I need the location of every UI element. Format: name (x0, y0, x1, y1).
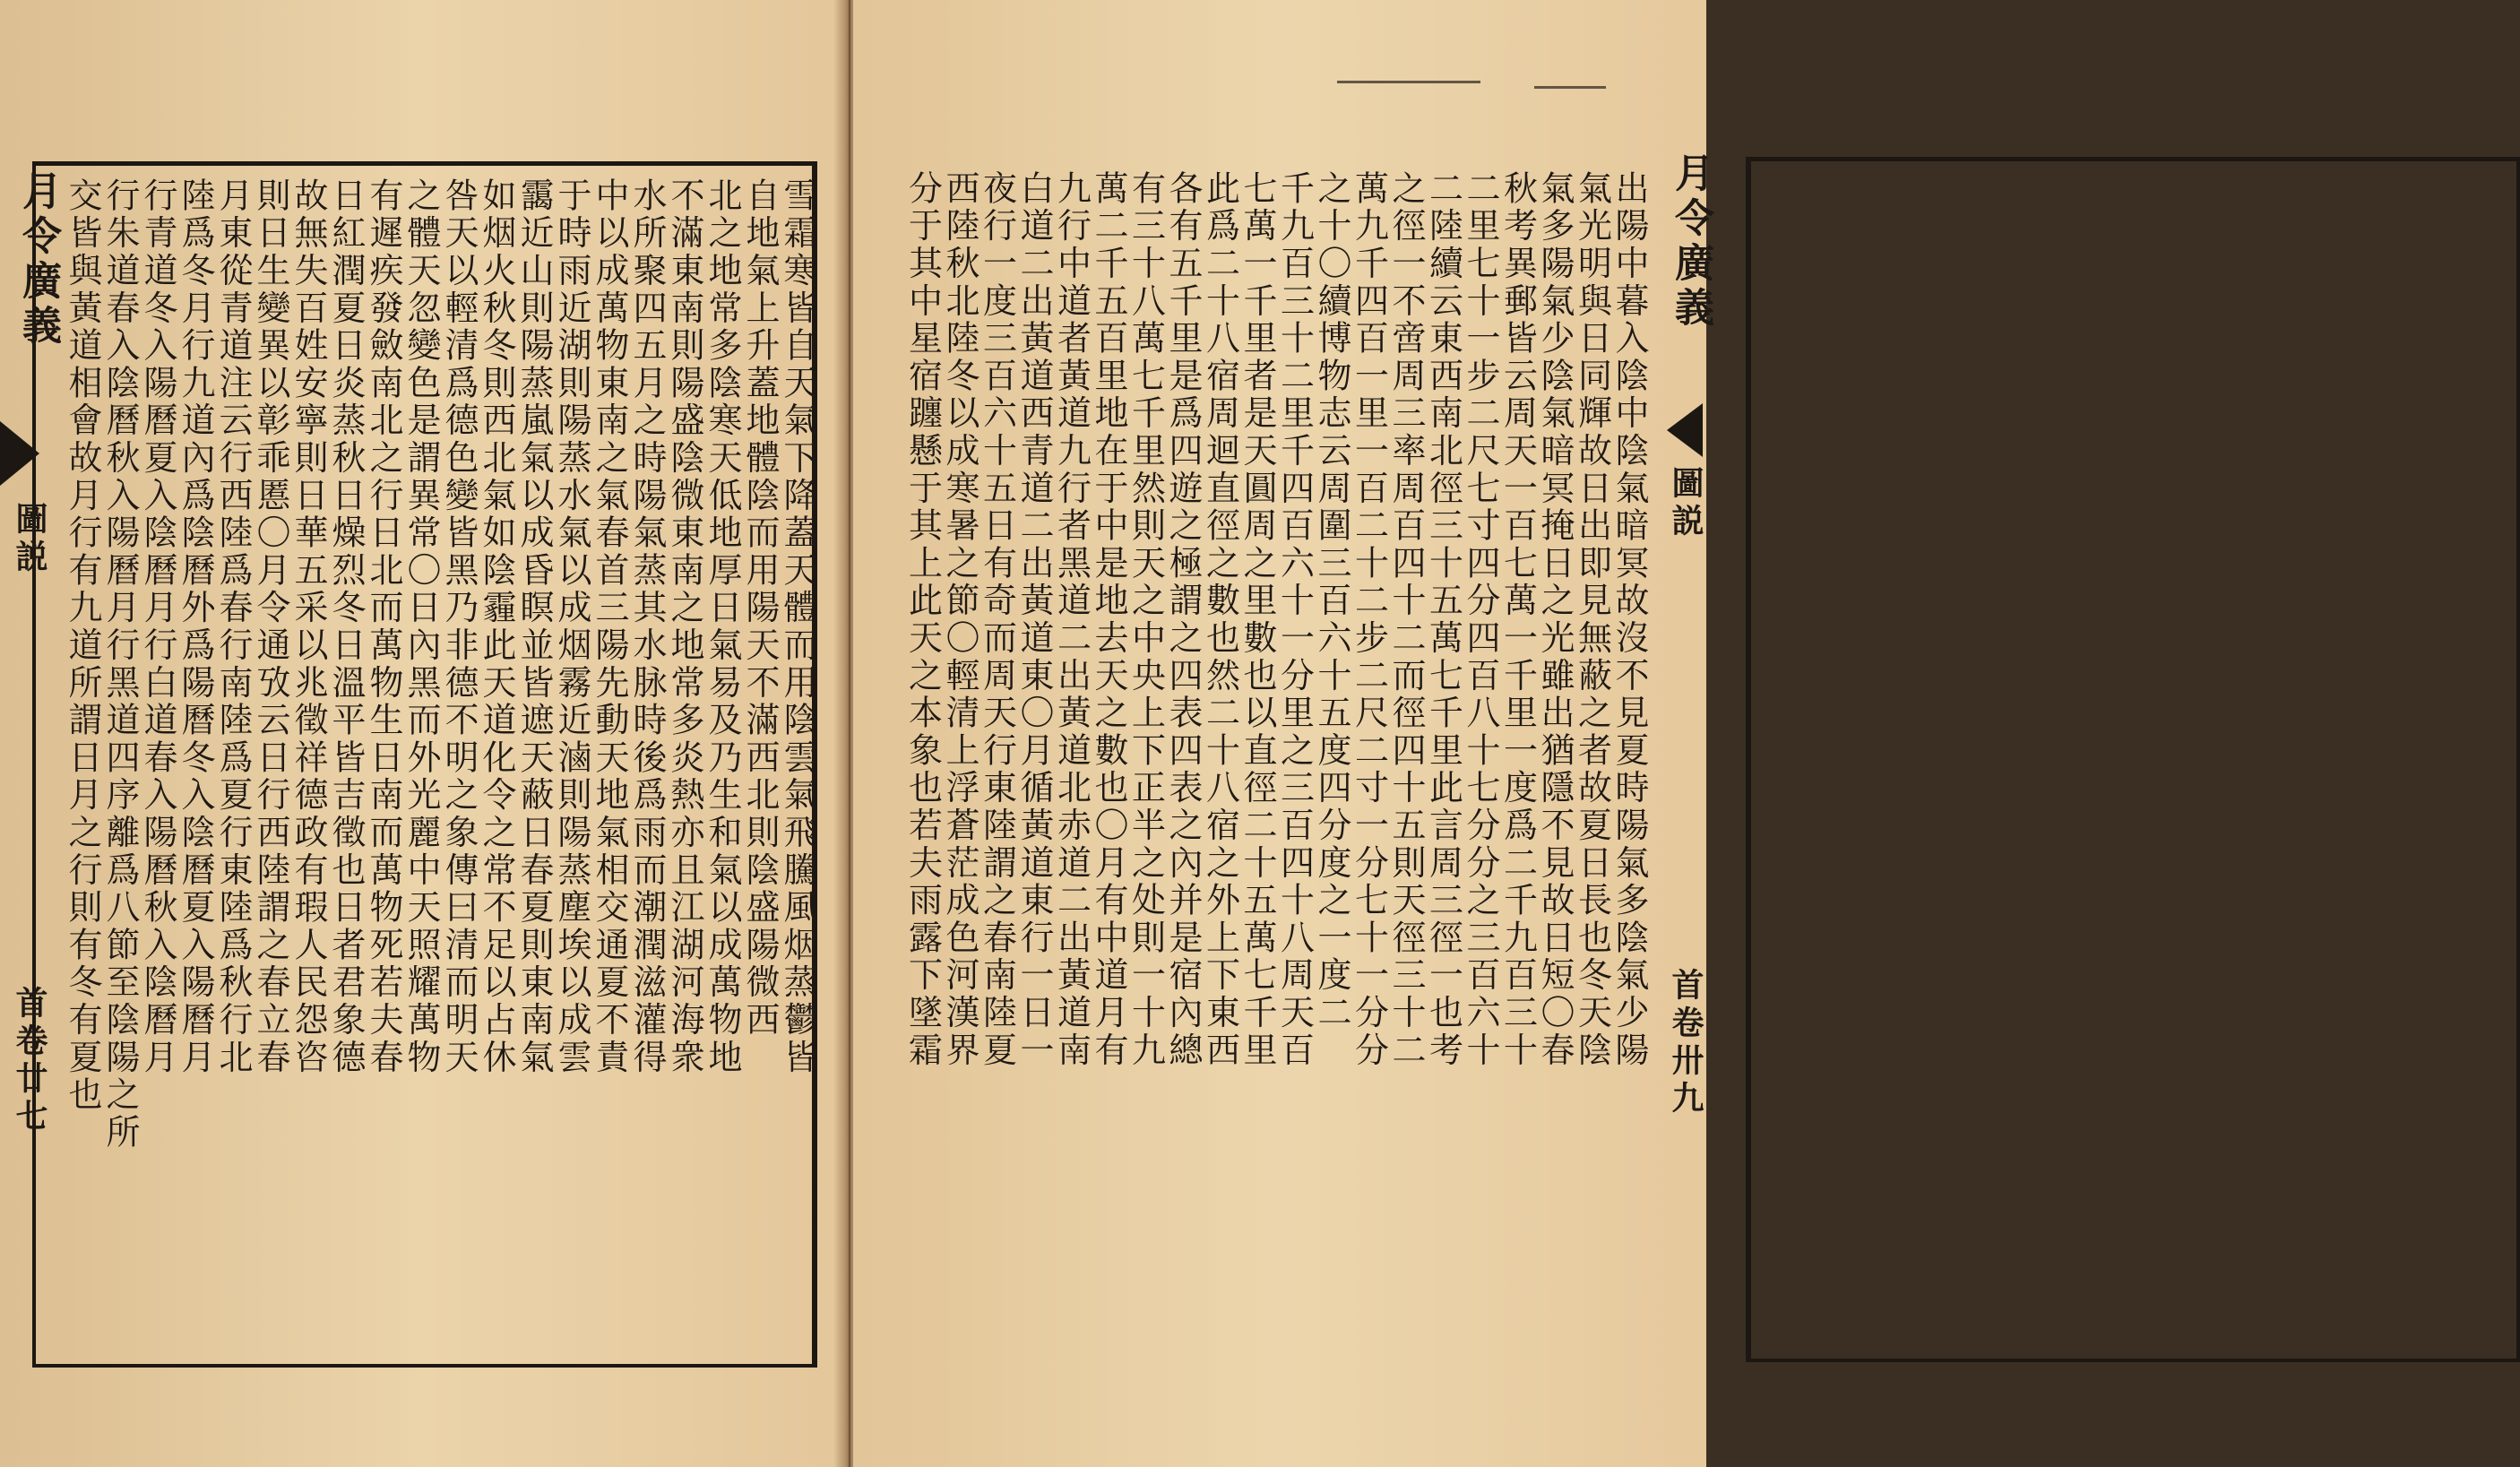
text-column: 秋考異郵皆云周天一百七萬一千里一度爲二千九百三十 (1497, 170, 1538, 1070)
text-column: 二里七十一步二尺七寸四分四百八十七分分之三百六十 (1461, 170, 1500, 1070)
left-margin-folio: 首卷廿七 (11, 986, 48, 1136)
text-column: 中以成萬物東南之氣春首三陽先動天地氣相交通夏不責 (590, 177, 629, 1077)
text-column: 西陸秋北陸冬以成寒暑之節〇輕清上浮蒼茫成色河漢界 (940, 170, 980, 1070)
text-column: 水所聚四五月之時陽氣蒸其水脉時後爲雨而潮潤滋灌得 (627, 177, 667, 1077)
text-column: 七萬一千里者是天圓周之里數也以直徑二十五萬七千里 (1238, 170, 1277, 1070)
text-column: 雪霜寒皆自天氣下降蓋天體而用陰雲氣飛騰風烟蒸鬱皆 (778, 177, 817, 1077)
text-column: 氣多陽氣少陰氣暗冥掩日之光雖出猶隱不見故日短〇春 (1535, 170, 1575, 1070)
text-column: 白道二出黃道西青道二出黃道東〇月循黃道東行一日一 (1014, 170, 1054, 1070)
text-column: 此爲二十八宿周迴直徑之數也然二十八宿之外上下東西 (1200, 170, 1240, 1070)
text-column: 靄近山則陽蒸嵐氣以成昏瞑並皆遮天蔽日春夏則東南氣 (514, 177, 554, 1077)
top-scratch-mark (1337, 81, 1480, 83)
text-column: 陸爲冬月行九道內爲陰曆外爲陽曆冬入陰曆夏入陽曆月 (176, 177, 215, 1077)
text-column: 行朱道春入陰曆秋入陽曆月行黑道四序離爲八節至陰陽之所 (100, 177, 140, 1152)
left-margin-section: 圖説 (11, 502, 48, 577)
text-column: 萬二千五百里地在于中是地去天之數也〇月有中道月有 (1089, 170, 1128, 1070)
left-page (0, 0, 846, 1467)
text-column: 于時雨近湖則陽蒸水氣以成烟霧近滷則陽蒸塵埃以成雲 (552, 177, 591, 1077)
text-column: 如烟火秋冬則西北氣如陰霾此天道化令之常不足以占休 (477, 177, 516, 1077)
text-column: 日紅潤夏日炎蒸秋日燥烈冬日溫平皆吉徵也日者君象德 (326, 177, 366, 1077)
text-column: 北之地常多陰寒天低地厚日氣易及乃生和氣以成萬物地 (703, 177, 742, 1077)
text-column: 各有五千里是爲四遊之極謂之四表四表之內并是宿內總 (1163, 170, 1203, 1070)
text-column: 出陽中暮入陰中陰氣暗冥故沒不見夏時陽氣多陰氣少陽 (1610, 170, 1649, 1070)
text-column: 有遲疾發斂南北之行日北而萬物生日南而萬物死若夫春 (364, 177, 403, 1077)
left-fishtail-mark (0, 421, 39, 486)
text-column: 行青道冬入陽曆夏入陰曆月行白道春入陽曆秋入陰曆月 (138, 177, 177, 1077)
text-column: 萬九千四百一里一百二十二步二尺二寸一分七十一分分 (1349, 170, 1389, 1070)
text-column: 二陸續云東西南北徑三十五萬七千里此言周三徑一也考 (1423, 170, 1463, 1070)
right-page (853, 0, 1713, 1467)
text-column: 自地氣上升蓋地體陰而用陽天不滿西北則陰盛陽微西 (740, 177, 780, 1040)
right-margin-section: 圖説 (1667, 466, 1704, 541)
text-column: 不滿東南則陽盛陰微東南之地常多炎熱亦且江湖河海衆 (665, 177, 704, 1077)
right-margin-title: 月令廣義 (1668, 152, 1713, 332)
top-scratch-mark (1534, 86, 1606, 89)
text-column: 有三十八萬七千里然則天之中央上下正半之处則一十九 (1126, 170, 1166, 1070)
text-column: 咎天以輕清爲德色變皆黑乃非德不明之象傳曰清而明天 (439, 177, 479, 1077)
right-margin-folio: 首卷卅九 (1667, 968, 1704, 1118)
right-page-border (1746, 157, 2520, 1362)
text-column: 故無失百姓安寧則日華五采以兆徵祥德政有瑕人民怨咨 (289, 177, 328, 1077)
text-column: 氣光明與日同輝故日出即見無蔽之者故夏日長也冬天陰 (1572, 170, 1612, 1070)
text-column: 夜行一度三百六十五日有奇而周天行東陸謂之春南陸夏 (977, 170, 1017, 1070)
text-column: 月東從青道注云行西陸爲春行南陸爲夏行東陸爲秋行北 (213, 177, 253, 1077)
text-column: 之徑一不啻周三率周百四十二而徑四十五則天徑三十二 (1386, 170, 1426, 1070)
text-column: 之體天忽變色是謂異常〇日內黑而外光麗中天照耀萬物 (401, 177, 441, 1077)
text-column: 千九百三十二里千四百六十一分里之三百四十八周天百 (1274, 170, 1315, 1070)
right-fishtail-mark (1667, 403, 1703, 457)
left-margin-title: 月令廣義 (15, 170, 61, 349)
text-column: 交皆與黃道相會故月行有九道所謂日月之行則有冬有夏也 (63, 177, 102, 1114)
text-column: 之十〇續博物志云周圍三百六十五度四分度之一度二 (1312, 170, 1351, 1032)
text-column: 九行中道者黃道九行者黑道二出黃道北赤道二出黃道南 (1051, 170, 1092, 1070)
text-column: 分于其中星宿躔懸于其上此天之本象也若夫雨露下墜霜 (902, 170, 943, 1070)
text-column: 則日生變異以彰乖慝〇月令通攷云日行西陸謂之春立春 (251, 177, 290, 1077)
